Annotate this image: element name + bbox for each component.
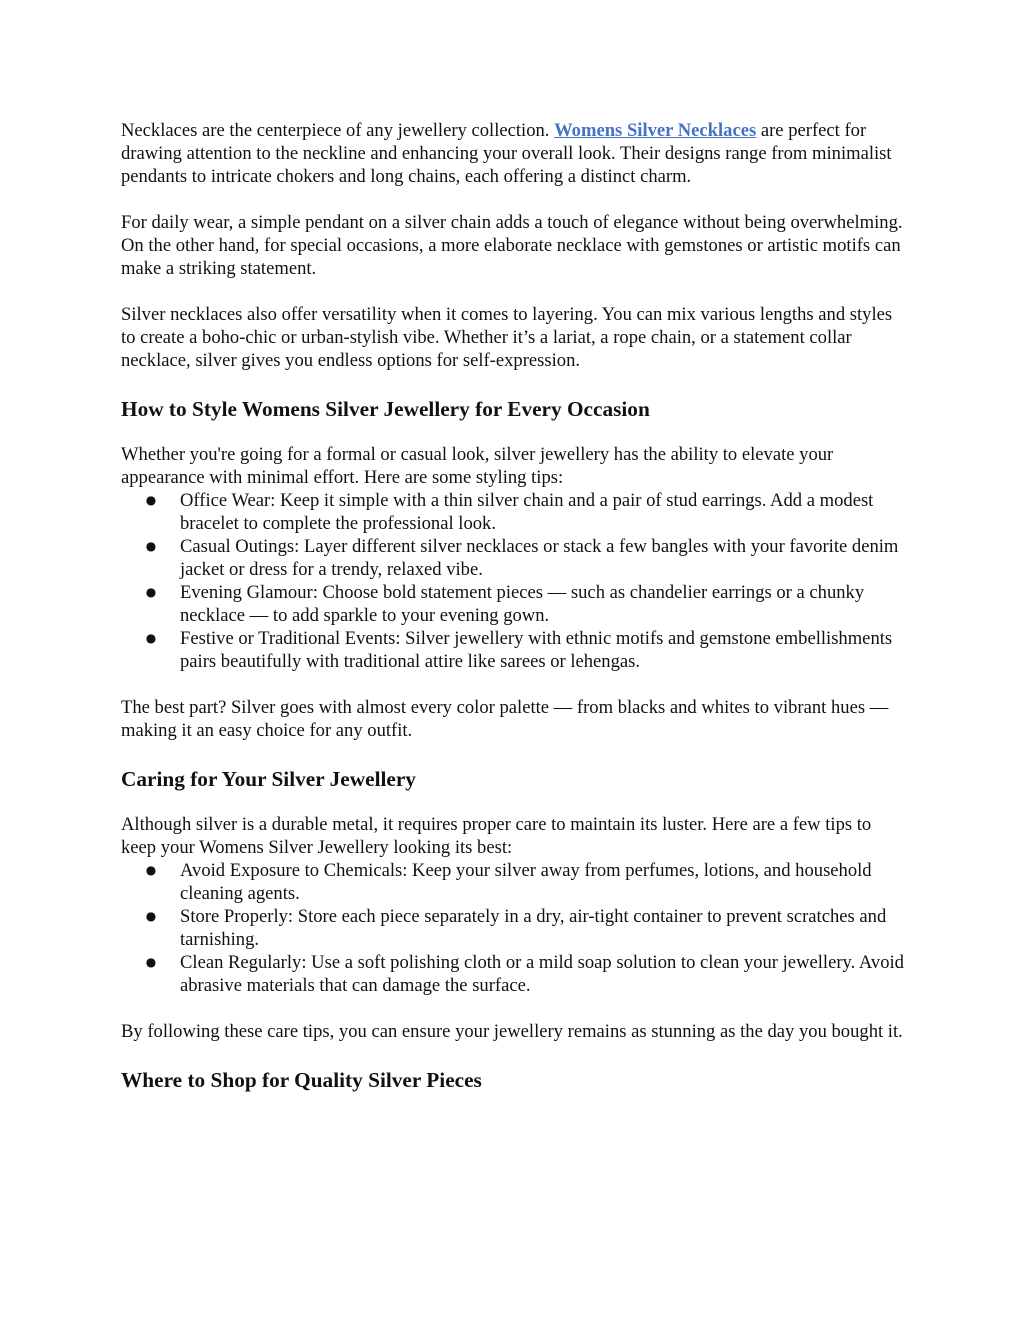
style-intro-paragraph: Whether you're going for a formal or casual look, silver jewellery has the ability to elevate your appearance with minimal effort. Here are some styling tips: (121, 444, 834, 488)
care-intro-paragraph: Although silver is a durable metal, it requires proper care to maintain its luster. Here are a few tips to keep your Womens Silver Jewellery looking its best: (121, 814, 872, 858)
style-heading: How to Style Womens Silver Jewellery for Every Occasion (121, 397, 650, 421)
list-item-text: Avoid Exposure to Chemicals: Keep your silver away from perfumes, lotions, and household cleaning agents. (180, 860, 872, 904)
bullet-icon: ● (145, 955, 157, 969)
list-item-text: Festive or Traditional Events: Silver jewellery with ethnic motifs and gemstone embellishments pairs beautifully with traditional attire like sarees or lehengas. (180, 628, 893, 672)
necklaces-intro-paragraph (121, 119, 906, 188)
necklaces-intro-after: are perfect for drawing attention to the neckline and enhancing your overall look. Their designs range from minimalist pendants to intricate chokers and long chains, each offering a distinct charm. (121, 120, 892, 187)
list-item (121, 627, 906, 673)
style-closing-paragraph: The best part? Silver goes with almost every color palette — from blacks and whites to vibrant hues — making it an easy choice for any outfit. (121, 697, 889, 741)
care-tips-list (121, 859, 906, 997)
care-closing-paragraph: By following these care tips, you can ensure your jewellery remains as stunning as the day you bought it. (121, 1021, 903, 1042)
bullet-icon: ● (145, 539, 157, 553)
bullet-icon: ● (145, 631, 157, 645)
list-item-text: Office Wear: Keep it simple with a thin silver chain and a pair of stud earrings. Add a modest bracelet to complete the professional look. (180, 490, 874, 534)
document-page (121, 119, 906, 1094)
list-item-text: Casual Outings: Layer different silver necklaces or stack a few bangles with your favorite denim jacket or dress for a trendy, relaxed vibe. (180, 536, 899, 580)
list-item-text: Store Properly: Store each piece separately in a dry, air-tight container to prevent scratches and tarnishing. (180, 906, 887, 950)
list-item-text: Clean Regularly: Use a soft polishing cloth or a mild soap solution to clean your jewellery. Avoid abrasive materials that can damage the surface. (180, 952, 904, 996)
bullet-icon: ● (145, 909, 157, 923)
list-item (121, 859, 906, 905)
womens-silver-necklaces-link[interactable]: Womens Silver Necklaces (554, 120, 757, 141)
bullet-icon: ● (145, 585, 157, 599)
list-item (121, 905, 906, 951)
daily-wear-paragraph: For daily wear, a simple pendant on a silver chain adds a touch of elegance without being overwhelming. On the other hand, for special occasions, a more elaborate necklace with gemstones or artistic motifs can make a striking statement. (121, 212, 903, 279)
necklaces-intro-before: Necklaces are the centerpiece of any jewellery collection. (121, 120, 555, 141)
style-tips-list (121, 489, 906, 673)
list-item (121, 581, 906, 627)
bullet-icon: ● (145, 863, 157, 877)
list-item (121, 535, 906, 581)
care-heading: Caring for Your Silver Jewellery (121, 767, 416, 791)
shop-heading: Where to Shop for Quality Silver Pieces (121, 1068, 482, 1092)
list-item-text: Evening Glamour: Choose bold statement pieces — such as chandelier earrings or a chunky necklace — to add sparkle to your evening gown. (180, 582, 865, 626)
list-item (121, 951, 906, 997)
list-item (121, 489, 906, 535)
layering-paragraph: Silver necklaces also offer versatility when it comes to layering. You can mix various lengths and styles to create a boho-chic or urban-stylish vibe. Whether it’s a lariat, a rope chain, or a statement collar necklace, silver gives you endless options for self-expression. (121, 304, 893, 371)
bullet-icon: ● (145, 493, 157, 507)
